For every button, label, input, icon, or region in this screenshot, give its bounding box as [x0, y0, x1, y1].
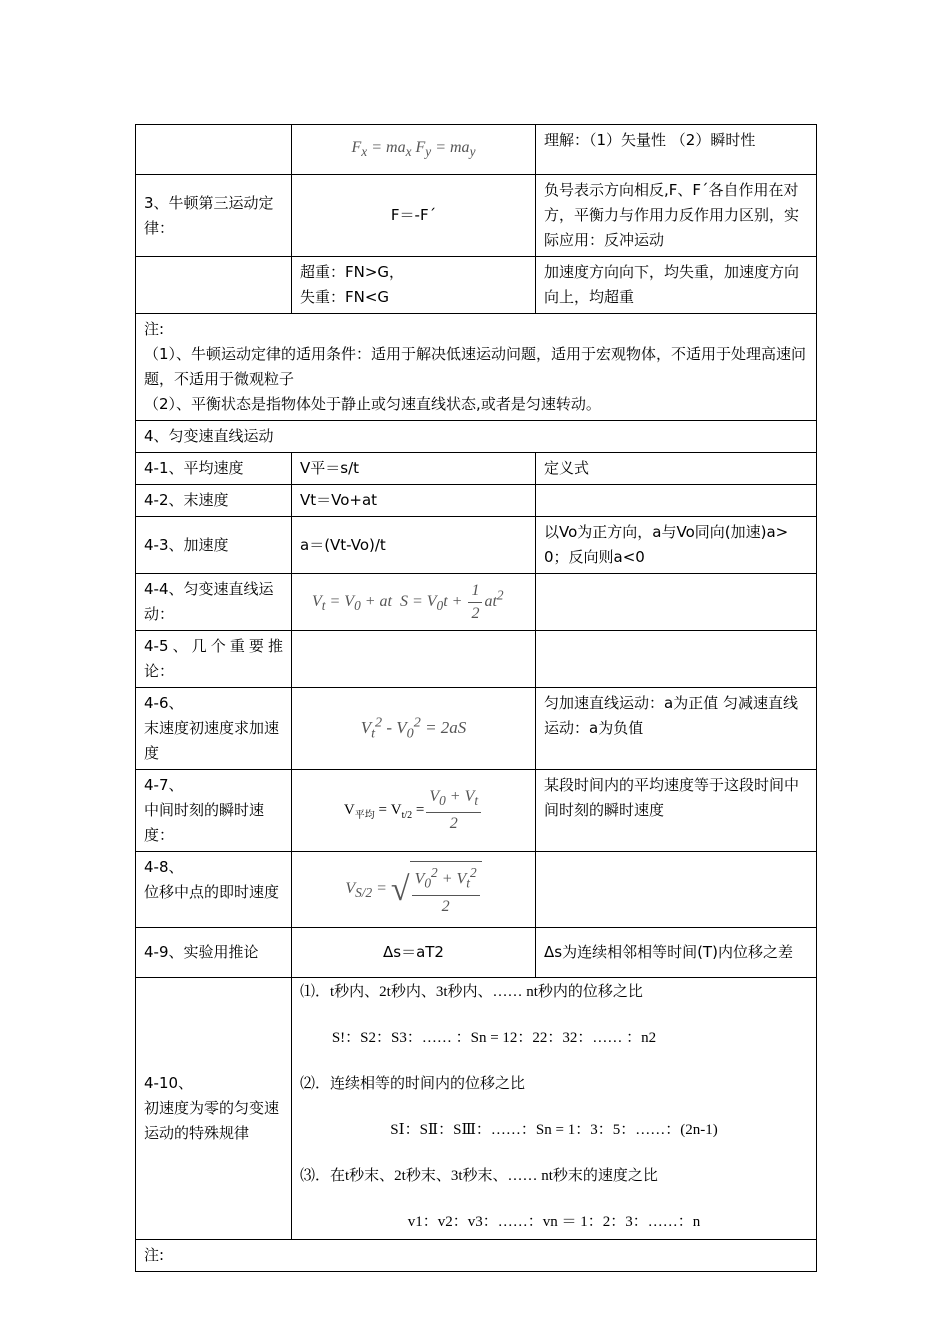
- formula: $V_{S/2}$ = √ $\frac{V_0^2 + V_t^2}{2}$: [345, 880, 481, 897]
- row-label: 4-1、平均速度: [136, 453, 292, 485]
- row-label: [136, 978, 292, 1240]
- formula-cell: a＝(Vt-Vo)/t: [292, 517, 536, 574]
- row-number: 4-6、: [144, 694, 184, 712]
- note-title: 注:: [144, 320, 165, 338]
- note-cell: 某段时间内的平均速度等于这段时间中间时刻的瞬时速度: [536, 770, 817, 852]
- row-label: 4-5、几个重要推论：: [136, 631, 292, 688]
- row-title: 中间时刻的瞬时速度：: [144, 801, 265, 844]
- note-cell: [536, 852, 817, 928]
- formula-cell: [292, 257, 536, 314]
- formula: $V_t^2 - V_0^2 = 2aS$: [360, 714, 467, 742]
- formula-cell: [292, 770, 536, 852]
- row-number: 4-8、: [144, 858, 184, 876]
- note-cell: 负号表示方向相反,F、F´各自作用在对方，平衡力与作用力反作用力区别，实际应用：反冲运动: [536, 175, 817, 257]
- row-number: 4-7、: [144, 776, 184, 794]
- rules-cell: [292, 978, 817, 1240]
- table-row: [136, 852, 817, 928]
- note-line: （1）、牛顿运动定律的适用条件：适用于解决低速运动问题，适用于宏观物体，不适用于处理高速问题，不适用于微观粒子: [144, 345, 807, 388]
- formula-cell: [292, 852, 536, 928]
- row-label: 4-2、末速度: [136, 485, 292, 517]
- formula-cell: [292, 574, 536, 631]
- row-label: 3、牛顿第三运动定律：: [136, 175, 292, 257]
- rule-equation: v1：v2：v3：……：vn ＝ 1：2：3：……：n: [407, 1214, 701, 1230]
- formula-cell: [292, 688, 536, 770]
- row-number: 4-10、: [144, 1074, 194, 1092]
- table-row: [136, 485, 817, 517]
- note-cell: 加速度方向向下，均失重，加速度方向向上，均超重: [536, 257, 817, 314]
- row-label: 4-9、实验用推论: [136, 928, 292, 978]
- formula-cell: V平＝s/t: [292, 453, 536, 485]
- note-row: [136, 1240, 817, 1272]
- formula-cell: [292, 631, 536, 688]
- note-cell: [536, 631, 817, 688]
- table-row: [136, 770, 817, 852]
- table-row: [136, 125, 817, 175]
- row-title: 末速度初速度求加速度: [144, 719, 280, 762]
- row-label: [136, 770, 292, 852]
- formula-cell: Δs＝aT2: [292, 928, 536, 978]
- note-cell: [536, 485, 817, 517]
- section-title: 4、匀变速直线运动: [136, 421, 817, 453]
- row-label: 4-3、加速度: [136, 517, 292, 574]
- note-cell: 理解：（1）矢量性 （2）瞬时性: [536, 125, 817, 175]
- weightless-formula: 失重：FN<G: [300, 288, 390, 306]
- formula: $V_{平均} = V_{t/2}$ = $\frac{V_0 + V_t}{2}$: [344, 802, 483, 818]
- table-row: [136, 517, 817, 574]
- note-cell: [536, 574, 817, 631]
- rule-heading: ⑵．连续相等的时间内的位移之比: [300, 1076, 526, 1092]
- row-title: 位移中点的即时速度: [144, 883, 280, 901]
- formula: $V_t = V_0$ + at $S = V_0t$ + $\frac{1}{2}$ $at^2$: [312, 581, 504, 622]
- note-title: 注:: [136, 1240, 817, 1272]
- rule-heading: ⑴．t秒内、2t秒内、3t秒内、…… nt秒内的位移之比: [300, 984, 643, 1000]
- formula-cell: [292, 125, 536, 175]
- formula-cell: F＝-F´: [292, 175, 536, 257]
- row-label: [136, 257, 292, 314]
- rule-equation: S!：S2：S3：…… ：Sn = 12：22：32：…… ：n2: [331, 1030, 657, 1046]
- table-row: [136, 257, 817, 314]
- note-block: [136, 314, 817, 421]
- table-row: [136, 688, 817, 770]
- row-label: [136, 688, 292, 770]
- table-row: [136, 453, 817, 485]
- row-label: 4-4、匀变速直线运动：: [136, 574, 292, 631]
- physics-formula-table: [135, 124, 817, 1272]
- table-row: [136, 978, 817, 1240]
- formula: $F_x = ma_x$ $F_y = ma_y$: [351, 138, 476, 160]
- note-cell: 定义式: [536, 453, 817, 485]
- note-cell: Δs为连续相邻相等时间(T)内位移之差: [536, 928, 817, 978]
- section-row: [136, 421, 817, 453]
- overweight-formula: 超重：FN>G，: [300, 263, 405, 281]
- rule-heading: ⑶．在t秒末、2t秒末、3t秒末、…… nt秒末的速度之比: [300, 1168, 658, 1184]
- row-label: [136, 852, 292, 928]
- row-label: [136, 125, 292, 175]
- table-row: [136, 631, 817, 688]
- formula-cell: Vt＝Vo+at: [292, 485, 536, 517]
- note-row: [136, 314, 817, 421]
- rule-equation: SⅠ：SⅡ：SⅢ：……：Sn = 1：3：5：……：(2n-1): [390, 1122, 718, 1138]
- table-row: [136, 928, 817, 978]
- table-row: [136, 574, 817, 631]
- table-row: [136, 175, 817, 257]
- note-cell: 匀加速直线运动：a为正值 匀减速直线运动：a为负值: [536, 688, 817, 770]
- note-line: （2）、平衡状态是指物体处于静止或匀速直线状态,或者是匀速转动。: [144, 395, 601, 413]
- note-cell: 以Vo为正方向，a与Vo同向(加速)a>0；反向则a<0: [536, 517, 817, 574]
- row-title: 初速度为零的匀变速运动的特殊规律: [144, 1099, 280, 1142]
